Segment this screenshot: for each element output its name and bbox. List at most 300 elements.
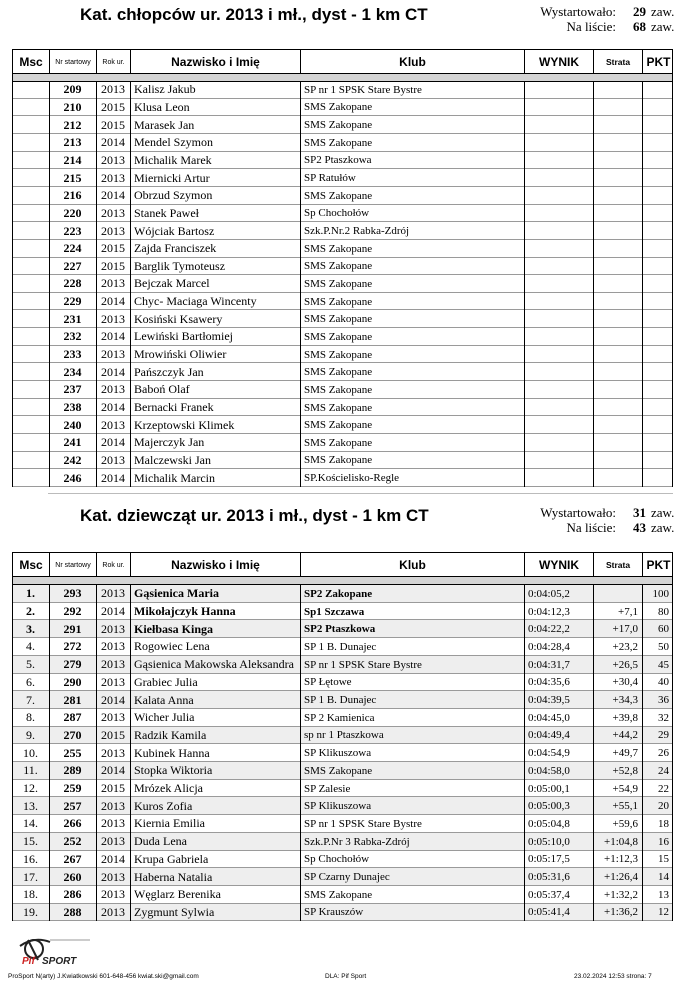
started-label: Wystartowało: [540, 4, 616, 19]
cell-rok: 2013 [101, 417, 125, 432]
column-rule [96, 585, 97, 921]
cell-rok: 2013 [101, 276, 125, 291]
cell-rok: 2014 [101, 188, 125, 203]
cell-pkt: 20 [658, 800, 669, 813]
cell-msc: 16. [23, 851, 38, 866]
cell-nr: 257 [63, 798, 82, 813]
cell-club: SMS Zakopane [304, 242, 373, 255]
col-nr: Nr startowy [50, 553, 97, 577]
table-row [12, 868, 673, 886]
girls-header-band [12, 576, 673, 585]
column-rule [12, 585, 13, 921]
cell-club: SP2 Ptaszkowa [304, 623, 376, 636]
cell-strata: +59,6 [612, 817, 638, 830]
cell-name: Mrowiński Oliwier [134, 347, 227, 362]
cell-name: Rogowiec Lena [134, 639, 210, 654]
table-row [12, 169, 673, 187]
row-divider [12, 486, 673, 487]
cell-msc: 9. [26, 727, 35, 742]
cell-wynik: 0:05:31,6 [528, 871, 570, 884]
cell-nr: 272 [63, 639, 82, 654]
cell-strata: +7,1 [618, 605, 638, 618]
cell-nr: 215 [63, 170, 82, 185]
cell-nr: 237 [63, 382, 82, 397]
cell-rok: 2013 [101, 347, 125, 362]
table-row [12, 603, 673, 621]
table-row [12, 381, 673, 399]
cell-name: Zygmunt Sylwia [134, 904, 215, 919]
cell-strata [593, 585, 642, 603]
cell-pkt: 16 [658, 835, 669, 848]
cell-name: Bejczak Marcel [134, 276, 210, 291]
cell-wynik: 0:04:31,7 [528, 658, 570, 671]
cell-name: Baboń Olaf [134, 382, 190, 397]
list-count: 43 [633, 520, 646, 535]
cell-club: SMS Zakopane [304, 101, 373, 114]
girls-started-stat [0, 505, 700, 521]
cell-pkt: 24 [658, 764, 669, 777]
column-rule [642, 585, 643, 921]
cell-strata: +1:32,2 [603, 888, 638, 901]
cell-rok: 2013 [101, 798, 125, 813]
cell-msc: 4. [26, 639, 35, 654]
boys-category-title: Kat. chłopców ur. 2013 i mł., dyst - 1 km CT [80, 5, 428, 24]
cell-name: Haberna Natalia [134, 869, 213, 884]
cell-club: SP Krauszów [304, 906, 364, 919]
cell-nr: 210 [63, 99, 82, 114]
cell-msc: 19. [23, 904, 38, 919]
cell-name: Majerczyk Jan [134, 435, 205, 450]
table-row [12, 222, 673, 240]
cell-rok: 2015 [101, 117, 125, 132]
cell-club: SMS Zakopane [304, 277, 373, 290]
cell-nr: 209 [63, 82, 82, 97]
cell-nr: 289 [63, 763, 82, 778]
cell-pkt: 50 [658, 640, 669, 653]
table-row [12, 886, 673, 904]
cell-name: Malczewski Jan [134, 452, 211, 467]
cell-nr: 234 [63, 364, 82, 379]
cell-nr: 216 [63, 188, 82, 203]
cell-name: Kalata Anna [134, 692, 194, 707]
started-count: 29 [633, 4, 646, 19]
cell-club: SP Klikuszowa [304, 747, 372, 760]
cell-nr: 252 [63, 834, 82, 849]
cell-name: Kuros Zofia [134, 798, 193, 813]
table-row [12, 275, 673, 293]
cell-club: SMS Zakopane [304, 295, 373, 308]
footer-client: DLA: Pif Sport [325, 973, 367, 980]
cell-wynik: 0:05:00,3 [528, 800, 570, 813]
col-msc: Msc [13, 553, 50, 577]
section-separator [48, 493, 673, 494]
column-rule [300, 585, 301, 921]
column-rule [12, 81, 13, 487]
cell-strata: +30,4 [612, 676, 638, 689]
boys-started-stat [0, 4, 700, 20]
cell-nr: 231 [63, 311, 82, 326]
cell-strata: +54,9 [612, 782, 638, 795]
cell-wynik: 0:05:37,4 [528, 888, 570, 901]
girls-table-header [12, 552, 673, 577]
cell-nr: 293 [63, 586, 82, 601]
table-row [12, 691, 673, 709]
cell-wynik: 0:04:58,0 [528, 764, 570, 777]
table-row [12, 363, 673, 381]
col-wynik: WYNIK [525, 50, 594, 74]
table-row [12, 620, 673, 638]
col-name: Nazwisko i Imię [131, 50, 301, 74]
column-rule [300, 81, 301, 487]
cell-name: Wójciak Bartosz [134, 223, 215, 238]
girls-list-stat [0, 520, 700, 536]
table-row [12, 152, 673, 170]
cell-strata: +26,5 [612, 658, 638, 671]
cell-wynik: 0:05:00,1 [528, 782, 570, 795]
cell-name: Lewiński Bartłomiej [134, 329, 233, 344]
cell-rok: 2013 [101, 382, 125, 397]
cell-wynik: 0:04:12,3 [528, 605, 570, 618]
table-row [12, 585, 673, 603]
cell-nr: 220 [63, 205, 82, 220]
cell-club: SP2 Zakopane [304, 587, 373, 600]
cell-strata: +52,8 [612, 764, 638, 777]
cell-club: SMS Zakopane [304, 888, 373, 901]
cell-name: Marasek Jan [134, 117, 195, 132]
column-rule [593, 81, 594, 487]
table-row [12, 904, 673, 922]
cell-nr: 270 [63, 727, 82, 742]
list-count: 68 [633, 19, 646, 34]
cell-club: Szk.P.Nr 3 Rabka-Zdrój [304, 835, 410, 848]
table-row [12, 797, 673, 815]
started-unit: zaw. [651, 505, 675, 520]
table-row [12, 744, 673, 762]
table-row [12, 656, 673, 674]
cell-name: Kalisz Jakub [134, 82, 196, 97]
cell-club: SP Zalesie [304, 782, 351, 795]
cell-wynik: 0:05:04,8 [528, 817, 570, 830]
cell-name: Krzeptowski Klimek [134, 417, 235, 432]
cell-nr: 233 [63, 347, 82, 362]
cell-pkt: 14 [658, 871, 669, 884]
girls-table-body [12, 585, 673, 922]
cell-wynik: 0:04:54,9 [528, 747, 570, 760]
boys-table-body [12, 81, 673, 488]
cell-rok: 2013 [101, 170, 125, 185]
cell-strata: +1:12,3 [603, 853, 638, 866]
cell-msc: 14. [23, 816, 38, 831]
cell-club: Szk.P.Nr.2 Rabka-Zdrój [304, 225, 410, 237]
column-rule [593, 585, 594, 921]
col-rok: Rok ur. [97, 553, 131, 577]
cell-rok: 2015 [101, 781, 125, 796]
cell-nr: 227 [63, 258, 82, 273]
cell-strata: +1:36,2 [603, 906, 638, 919]
svg-text:SPORT: SPORT [42, 956, 77, 967]
cell-rok: 2013 [101, 639, 125, 654]
table-row [12, 815, 673, 833]
cell-name: Bernacki Franek [134, 400, 214, 414]
cell-msc: 8. [26, 710, 35, 725]
table-row [12, 116, 673, 134]
cell-nr: 279 [63, 657, 82, 672]
col-wynik: WYNIK [525, 553, 594, 577]
cell-strata: +1:04,8 [603, 835, 638, 848]
cell-club: SP nr 1 SPSK Stare Bystre [304, 817, 422, 830]
cell-msc: 6. [26, 674, 35, 689]
table-row [12, 134, 673, 152]
column-rule [49, 81, 50, 487]
table-row [12, 293, 673, 311]
cell-wynik: 0:05:17,5 [528, 853, 570, 866]
cell-name: Chyc- Maciaga Wincenty [134, 294, 257, 309]
col-name: Nazwisko i Imię [131, 553, 301, 577]
cell-name: Klusa Leon [134, 99, 190, 114]
cell-pkt: 29 [658, 729, 669, 742]
cell-club: Sp Chochołów [304, 853, 370, 866]
cell-name: Grabiec Julia [134, 674, 198, 689]
column-rule [130, 585, 131, 921]
cell-msc: 12. [23, 781, 38, 796]
cell-nr: 259 [63, 781, 82, 796]
cell-rok: 2013 [101, 205, 125, 220]
cell-nr: 228 [63, 276, 82, 291]
table-row [12, 399, 673, 417]
cell-rok: 2013 [101, 904, 125, 919]
column-rule [642, 81, 643, 487]
cell-name: Gąsienica Maria [134, 586, 219, 601]
cell-club: SMS Zakopane [304, 313, 373, 326]
cell-rok: 2014 [101, 294, 125, 309]
cell-rok: 2013 [101, 869, 125, 884]
cell-msc: 7. [26, 692, 35, 707]
cell-club: SP.Kościelisko-Regle [304, 472, 400, 485]
cell-rok: 2014 [101, 604, 125, 619]
cell-nr: 224 [63, 241, 82, 256]
cell-nr: 240 [63, 417, 82, 432]
cell-strata: +39,8 [612, 711, 638, 724]
cell-name: Mikołajczyk Hanna [134, 604, 236, 619]
table-row [12, 833, 673, 851]
cell-nr: 242 [63, 452, 82, 467]
col-nr: Nr startowy [50, 50, 97, 74]
column-rule [672, 81, 673, 487]
cell-strata: +49,7 [612, 747, 638, 760]
cell-strata: +34,3 [612, 694, 638, 707]
table-row [12, 709, 673, 727]
col-rok: Rok ur. [97, 50, 131, 74]
cell-club: SMS Zakopane [304, 366, 373, 379]
cell-name: Obrzud Szymon [134, 188, 213, 203]
table-row [12, 81, 673, 99]
table-row [12, 452, 673, 470]
cell-pkt: 13 [658, 888, 669, 901]
cell-rok: 2014 [101, 470, 125, 485]
cell-nr: 266 [63, 816, 82, 831]
cell-wynik: 0:05:41,4 [528, 906, 570, 919]
footer-date-page: 23.02.2024 12:53 strona: 7 [574, 973, 652, 980]
cell-club: SP Łętowe [304, 676, 352, 689]
cell-rok: 2014 [101, 400, 125, 414]
cell-nr: 287 [63, 710, 82, 725]
cell-rok: 2015 [101, 241, 125, 256]
cell-msc: 3. [26, 621, 35, 636]
cell-rok: 2013 [101, 745, 125, 760]
cell-rok: 2013 [101, 223, 125, 238]
cell-name: Mrózek Alicja [134, 781, 203, 796]
cell-nr: 267 [63, 851, 82, 866]
cell-strata: +23,2 [612, 640, 638, 653]
table-row [12, 638, 673, 656]
cell-pkt: 26 [658, 747, 669, 760]
column-rule [130, 81, 131, 487]
cell-club: SP 1 B. Dunajec [304, 640, 377, 653]
table-row [12, 416, 673, 434]
cell-name: Michalik Marcin [134, 470, 215, 485]
cell-rok: 2014 [101, 763, 125, 778]
cell-nr: 291 [63, 621, 82, 636]
boys-list-stat [0, 19, 700, 35]
table-row [12, 762, 673, 780]
cell-club: SP Czarny Dunajec [304, 871, 390, 884]
cell-strata: +55,1 [612, 800, 638, 813]
cell-rok: 2014 [101, 364, 125, 379]
cell-rok: 2014 [101, 135, 125, 150]
cell-rok: 2013 [101, 452, 125, 467]
cell-name: Kiernia Emilia [134, 816, 205, 831]
cell-rok: 2014 [101, 851, 125, 866]
cell-club: SP2 Ptaszkowa [304, 154, 372, 167]
col-strata: Strata [594, 553, 643, 577]
cell-pkt: 80 [658, 605, 669, 618]
cell-nr: 223 [63, 223, 82, 238]
table-row [12, 469, 673, 487]
cell-club: SMS Zakopane [304, 419, 373, 432]
cell-rok: 2013 [101, 152, 125, 167]
cell-name: Kiełbasa Kinga [134, 621, 214, 636]
list-label: Na liście: [566, 19, 616, 34]
cell-rok: 2013 [101, 710, 125, 725]
cell-club: SP 1 B. Dunajec [304, 694, 377, 707]
cell-rok: 2013 [101, 311, 125, 326]
cell-name: Mendel Szymon [134, 135, 213, 150]
cell-rok: 2013 [101, 834, 125, 849]
cell-wynik: 0:04:05,2 [528, 587, 570, 600]
cell-pkt: 22 [658, 782, 669, 795]
cell-pkt: 15 [658, 853, 669, 866]
cell-rok: 2013 [101, 887, 125, 902]
cell-wynik: 0:04:49,4 [528, 729, 570, 742]
cell-nr: 213 [63, 135, 82, 150]
cell-pkt: 36 [658, 694, 669, 707]
column-rule [49, 585, 50, 921]
cell-club: SP nr 1 SPSK Stare Bystre [304, 83, 422, 96]
cell-rok: 2015 [101, 727, 125, 742]
cell-club: SP 2 Kamienica [304, 711, 375, 724]
table-row [12, 258, 673, 276]
cell-name: Kubinek Hanna [134, 745, 210, 760]
cell-pkt: 18 [658, 817, 669, 830]
column-rule [96, 81, 97, 487]
cell-nr: 290 [63, 674, 82, 689]
list-unit: zaw. [651, 520, 675, 535]
cell-pkt: 100 [652, 587, 669, 600]
cell-nr: 288 [63, 904, 82, 919]
boys-table-header [12, 49, 673, 74]
cell-club: SMS Zakopane [304, 401, 373, 414]
cell-msc: 13. [23, 798, 38, 813]
table-row [12, 674, 673, 692]
table-row [12, 99, 673, 117]
started-count: 31 [633, 505, 646, 520]
cell-msc: 1. [26, 586, 35, 601]
cell-msc: 15. [23, 834, 38, 849]
cell-name: Radzik Kamila [134, 727, 207, 742]
row-divider [12, 920, 673, 921]
cell-nr: 255 [63, 745, 82, 760]
cell-nr: 212 [63, 117, 82, 132]
cell-club: SP nr 1 SPSK Stare Bystre [304, 658, 422, 671]
cell-nr: 260 [63, 869, 82, 884]
cell-wynik: 0:04:45,0 [528, 711, 570, 724]
footer-contact: ProSport N(arty) J.Kwiatkowski 601-648-456 kwiat.ski@gmail.com [8, 973, 199, 980]
cell-club: SMS Zakopane [304, 764, 373, 777]
cell-pkt: 60 [658, 623, 669, 636]
cell-pkt: 12 [658, 906, 669, 919]
cell-rok: 2013 [101, 82, 125, 97]
cell-name: Wicher Julia [134, 710, 195, 725]
cell-club: Sp Chochołów [304, 207, 370, 220]
cell-name: Węglarz Berenika [134, 887, 221, 902]
cell-nr: 238 [63, 400, 82, 414]
cell-pkt: 40 [658, 676, 669, 689]
cell-wynik: 0:04:35,6 [528, 676, 570, 689]
column-rule [524, 585, 525, 921]
cell-club: sp nr 1 Ptaszkowa [304, 729, 384, 742]
table-row [12, 328, 673, 346]
cell-name: Pańszczyk Jan [134, 364, 204, 379]
cell-strata: +1:26,4 [603, 871, 638, 884]
table-row [12, 310, 673, 328]
pif-sport-logo [14, 934, 94, 968]
col-club: Klub [301, 553, 525, 577]
cell-msc: 2. [26, 604, 35, 619]
col-pkt: PKT [646, 557, 671, 572]
cell-rok: 2013 [101, 816, 125, 831]
col-pkt: PKT [646, 54, 671, 69]
cell-rok: 2014 [101, 329, 125, 344]
cell-nr: 281 [63, 692, 82, 707]
table-row [12, 187, 673, 205]
cell-club: SMS Zakopane [304, 436, 373, 449]
cell-rok: 2013 [101, 674, 125, 689]
table-row [12, 240, 673, 258]
cell-pkt: 32 [658, 711, 669, 724]
cell-nr: 214 [63, 152, 82, 167]
cell-name: Stopka Wiktoria [134, 763, 213, 778]
cell-club: SMS Zakopane [304, 260, 373, 273]
column-rule [672, 585, 673, 921]
cell-wynik: 0:05:10,0 [528, 835, 570, 848]
cell-name: Duda Lena [134, 834, 187, 849]
table-row [12, 727, 673, 745]
cell-club: SMS Zakopane [304, 454, 373, 467]
cell-name: Stanek Paweł [134, 205, 199, 220]
cell-strata: +44,2 [612, 729, 638, 742]
cell-rok: 2014 [101, 435, 125, 450]
cell-wynik: 0:04:22,2 [528, 623, 570, 636]
